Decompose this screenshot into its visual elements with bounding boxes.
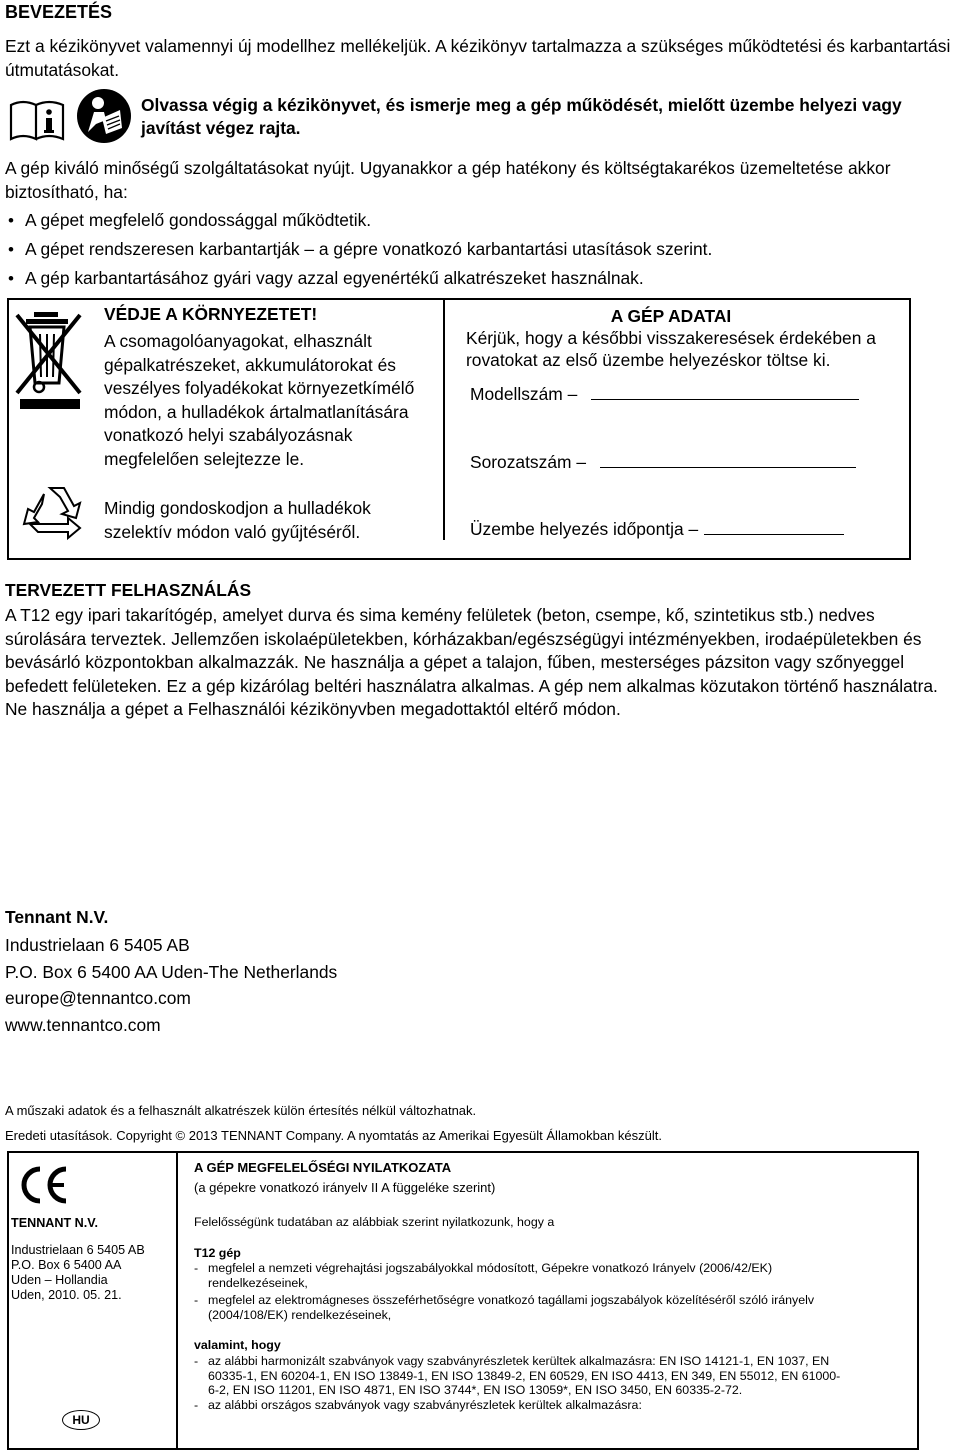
declaration-intro: Felelősségünk tudatában az alábbiak szerint nyilatkozunk, hogy a xyxy=(194,1215,555,1229)
declaration-also: valamint, hogy xyxy=(194,1338,281,1352)
declaration-title: A GÉP MEGFELELŐSÉGI NYILATKOZATA xyxy=(194,1160,452,1175)
model-number-input[interactable] xyxy=(591,399,859,400)
declaration-company: TENNANT N.V. xyxy=(11,1216,98,1230)
recycle-icon xyxy=(20,482,96,542)
intro-paragraph: Ezt a kézikönyvet valamennyi új modellhez mellékeljük. A kézikönyv tartalmazza a szükséges működtetési és karbantartási útmutatásokat. xyxy=(5,36,951,80)
intro-bullet-list xyxy=(5,206,945,293)
model-number-label: Modellszám – xyxy=(470,384,578,404)
declaration-machine: T12 gép xyxy=(194,1246,241,1260)
machine-data-text: Kérjük, hogy a későbbi visszakeresések érdekében a rovatokat az első üzembe helyezéskor töltse ki. xyxy=(466,328,876,370)
declaration-address xyxy=(11,1243,145,1303)
company-address xyxy=(5,932,337,1038)
crossed-bin-icon xyxy=(14,307,86,413)
notes-line-1: A műszaki adatok és a felhasznált alkatrészek külön értesítés nélkül változhatnak. xyxy=(5,1103,477,1118)
company-address-line: Industrielaan 6 5405 AB xyxy=(5,935,190,955)
machine-data-title: A GÉP ADATAI xyxy=(610,306,732,326)
company-name: Tennant N.V. xyxy=(5,907,109,927)
list-item: - megfelel az elektromágneses összeférhetőségre vonatkozó tagállami jogszabályok közelítéséről szóló irányelv (2004/108/EK) rendelkezéseinek, xyxy=(194,1293,859,1322)
quality-text: A gép kiváló minőségű szolgáltatásokat nyújt. Ugyanakkor a gép hatékony és költségtakarékos üzemeltetése akkor biztosítható, ha: xyxy=(5,158,891,202)
company-email: europe@tennantco.com xyxy=(5,988,191,1008)
declaration-address-line: P.O. Box 6 5400 AA xyxy=(11,1258,122,1272)
intended-use-text: A T12 egy ipari takarítógép, amelyet durva és sima kemény felületek (beton, csempe, kő, szintetikus stb.) nedves súrolására terveztek. Jellemzően iskolaépületekben, kórházakban/egészségügyi intézményekben, irodaépületekben és bevásárló központokban alkalmazzák. Ne használja a gépet a talajon, fűben, mesterséges pázsiton vagy szőnyeggel befedett felületeken. Ez a gép kizárólag beltéri használatra alkalmas. A gép nem alkalmas közutakon történő használatra. Ne használja a gépet a Felhasználói kézikönyvben megadottaktól eltérő módon. xyxy=(5,605,938,719)
declaration-subtitle: (a gépekre vonatkozó irányelv II A függeléke szerint) xyxy=(194,1180,496,1195)
info-box-divider xyxy=(443,300,445,540)
book-info-icon xyxy=(8,97,66,143)
installation-date-field[interactable] xyxy=(470,519,844,540)
list-item: - az alábbi harmonizált szabványok vagy szabványrészletek kerültek alkalmazásra: EN ISO 14121-1, EN 1037, EN 60335-1, EN 60204-1, EN ISO 13849-1, EN ISO 13849-2, EN 60529, EN ISO 4413, EN 349, EN 55012, EN 61000-6-2, EN ISO 11201, EN ISO 4871, EN ISO 3744*, EN ISO 13059*, EN ISO 3450, EN 60335-2-72. xyxy=(194,1354,844,1398)
environment-title: VÉDJE A KÖRNYEZETET! xyxy=(104,304,318,324)
installation-date-label: Üzembe helyezés időpontja – xyxy=(470,519,699,539)
company-website: www.tennantco.com xyxy=(5,1014,161,1035)
serial-number-field[interactable] xyxy=(470,452,856,473)
list-item: • A gépet rendszeresen karbantartják – a gépre vonatkozó karbantartási utasítások szerint. xyxy=(5,235,945,264)
list-item: - megfelel a nemzeti végrehajtási jogszabályokkal módosított, Gépekre vonatkozó Irányelv (2006/42/EK) rendelkezéseinek, xyxy=(194,1261,859,1290)
model-number-field[interactable] xyxy=(470,384,859,405)
declaration-date: Uden, 2010. 05. 21. xyxy=(11,1288,122,1302)
declaration-address-line: Uden – Hollandia xyxy=(11,1273,108,1287)
environment-text: A csomagolóanyagokat, elhasznált gépalkatrészeket, akkumulátorokat és veszélyes folyadékokat környezetkímélő módon, a hulladékok ártalmatlanítására vonatkozó helyi szabályozásnak megfelelően selejtezze le. xyxy=(104,331,415,469)
environment-text-2: Mindig gondoskodjon a hulladékok szelektív módon való gyűjtéséről. xyxy=(104,498,371,542)
serial-number-input[interactable] xyxy=(600,467,856,468)
language-badge: HU xyxy=(62,1410,100,1430)
reading-manual-icon xyxy=(76,88,132,144)
notes-line-2: Eredeti utasítások. Copyright © 2013 TENNANT Company. A nyomtatás az Amerikai Egyesült Államokban készült. xyxy=(5,1128,662,1143)
declaration-items-2 xyxy=(194,1354,844,1412)
declaration-divider xyxy=(176,1153,178,1448)
declaration-items-1 xyxy=(194,1261,859,1322)
ce-mark-icon xyxy=(20,1166,70,1204)
company-address-line: P.O. Box 6 5400 AA Uden-The Netherlands xyxy=(5,961,338,982)
declaration-address-line: Industrielaan 6 5405 AB xyxy=(11,1243,145,1257)
intro-heading: BEVEZETÉS xyxy=(5,2,113,22)
serial-number-label: Sorozatszám – xyxy=(470,452,586,472)
list-item: • A gépet megfelelő gondossággal működtetik. xyxy=(5,206,945,235)
list-item: - az alábbi országos szabványok vagy szabványrészletek kerültek alkalmazásra: xyxy=(194,1398,844,1413)
intro-notice: Olvassa végig a kézikönyvet, és ismerje meg a gép működését, mielőtt üzembe helyezi vagy javítást végez rajta. xyxy=(141,95,902,138)
installation-date-input[interactable] xyxy=(704,534,844,535)
intended-use-heading: TERVEZETT FELHASZNÁLÁS xyxy=(5,580,252,600)
list-item: • A gép karbantartásához gyári vagy azzal egyenértékű alkatrészeket használnak. xyxy=(5,264,945,293)
